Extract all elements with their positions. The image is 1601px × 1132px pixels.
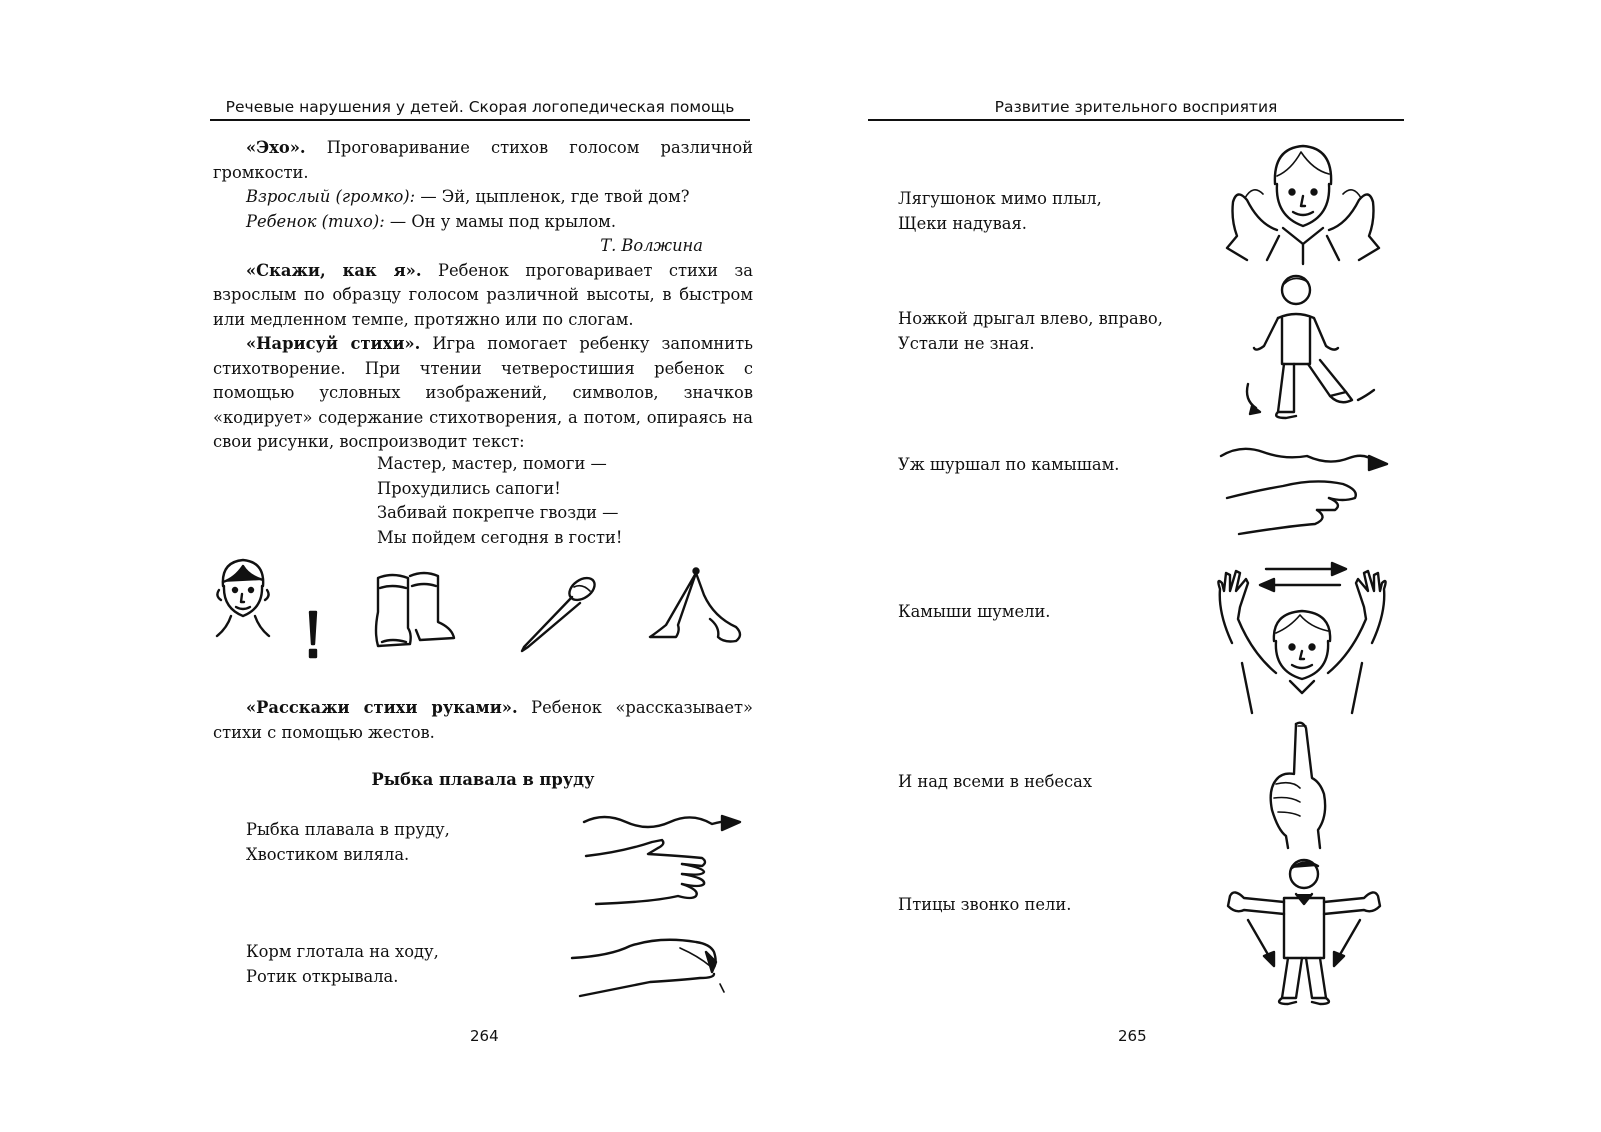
verse-line: Уж шуршал по камышам. — [898, 455, 1120, 474]
draw-poem-paragraph — [213, 332, 753, 455]
verse-line: Птицы звонко пели. — [898, 895, 1072, 914]
left-column-bottom — [213, 696, 753, 745]
bird-boy-icon — [1226, 858, 1386, 1008]
left-column-top — [213, 136, 753, 455]
poem-line: Мастер, мастер, помоги — — [377, 454, 607, 473]
poem-line: Прохудились сапоги! — [377, 478, 561, 498]
verse-line: Камыши шумели. — [898, 602, 1051, 621]
echo-child-line — [213, 210, 753, 235]
poem-line: Забивай покрепче гвозди — — [377, 503, 619, 522]
running-head-left: Речевые нарушения у детей. Скорая логопедическая помощь — [210, 98, 750, 121]
fish-stanza-1 — [246, 818, 450, 867]
tell-with-hands-paragraph — [213, 696, 753, 745]
verse-line: Ротик открывала. — [246, 966, 399, 986]
fish-poem-title: Рыбка плавала в пруду — [371, 770, 595, 789]
echo-text: Проговаривание стихов голосом различной громкости. — [213, 138, 753, 182]
kicking-boy-icon — [1234, 272, 1384, 432]
verse-line: Лягушонок мимо плыл, — [898, 189, 1102, 208]
echo-author: Т. Волжина — [600, 236, 703, 255]
running-head-right: Развитие зрительного восприятия — [868, 98, 1404, 121]
finger-up-icon — [1262, 720, 1342, 850]
boy-face-icon — [213, 556, 273, 636]
verse-line: Щеки надувая. — [898, 213, 1027, 233]
master-poem — [377, 452, 622, 550]
say-like-me-title: «Скажи, как я». — [246, 260, 422, 280]
echo-adult-line — [213, 185, 753, 210]
page-number-right: 265 — [1118, 1027, 1147, 1045]
echo-child-label: Ребенок (тихо): — [246, 211, 385, 231]
guests-path-icon — [648, 565, 748, 655]
page-number-left: 264 — [470, 1027, 499, 1045]
mouth-hand-icon — [570, 932, 730, 1002]
echo-title: «Эхо». — [246, 138, 306, 157]
right-line-sky — [898, 770, 1092, 795]
echo-adult-label: Взрослый (громко): — [246, 187, 416, 206]
echo-author-line — [213, 234, 753, 259]
draw-poem-text: Игра помогает ребенку запомнить стихотворение. При чтении четверостишия ребенок с помощью условных изображений, символов, значков «кодирует» содержание стихотворения, а потом, опираясь на свои рисунки, воспроизводит текст: — [213, 334, 754, 451]
verse-line: И над всеми в небесах — [898, 772, 1093, 791]
wave-hand-icon — [582, 812, 752, 912]
tell-with-hands-title: «Расскажи стихи руками». — [246, 698, 518, 717]
cheeks-boy-icon — [1217, 140, 1387, 270]
right-line-snake — [898, 453, 1119, 478]
verse-line: Корм глотала на ходу, — [246, 942, 439, 961]
echo-paragraph — [213, 136, 753, 185]
verse-line: Хвостиком виляла. — [246, 844, 410, 864]
say-like-me-paragraph — [213, 259, 753, 333]
say-like-me-text: Ребенок проговаривает стихи за взрослым по образцу голосом различной высоты, в быстром или медленном темпе, протяжно или по слогам. — [213, 260, 753, 329]
verse-line: Ножкой дрыгал влево, вправо, — [898, 309, 1163, 328]
echo-child-text: — Он у мамы под крылом. — [384, 211, 617, 231]
boots-icon — [372, 572, 462, 652]
exclamation-icon — [305, 610, 321, 660]
right-line-frog — [898, 187, 1102, 236]
fish-stanza-2 — [246, 940, 439, 989]
echo-adult-text: — Эй, цыпленок, где твой дом? — [415, 187, 690, 206]
reeds-boy-icon — [1212, 563, 1392, 713]
nail-icon — [520, 573, 604, 653]
snake-hand-icon — [1219, 440, 1391, 540]
right-line-reeds — [898, 600, 1050, 625]
right-line-birds — [898, 893, 1071, 918]
tell-with-hands-text: Ребенок «рассказывает» стихи с помощью жестов. — [213, 698, 753, 742]
poem-line: Мы пойдем сегодня в гости! — [377, 527, 623, 547]
verse-line: Рыбка плавала в пруду, — [246, 820, 450, 839]
verse-line: Устали не зная. — [898, 333, 1035, 353]
draw-poem-title: «Нарисуй стихи». — [246, 334, 421, 353]
right-line-kick — [898, 307, 1163, 356]
